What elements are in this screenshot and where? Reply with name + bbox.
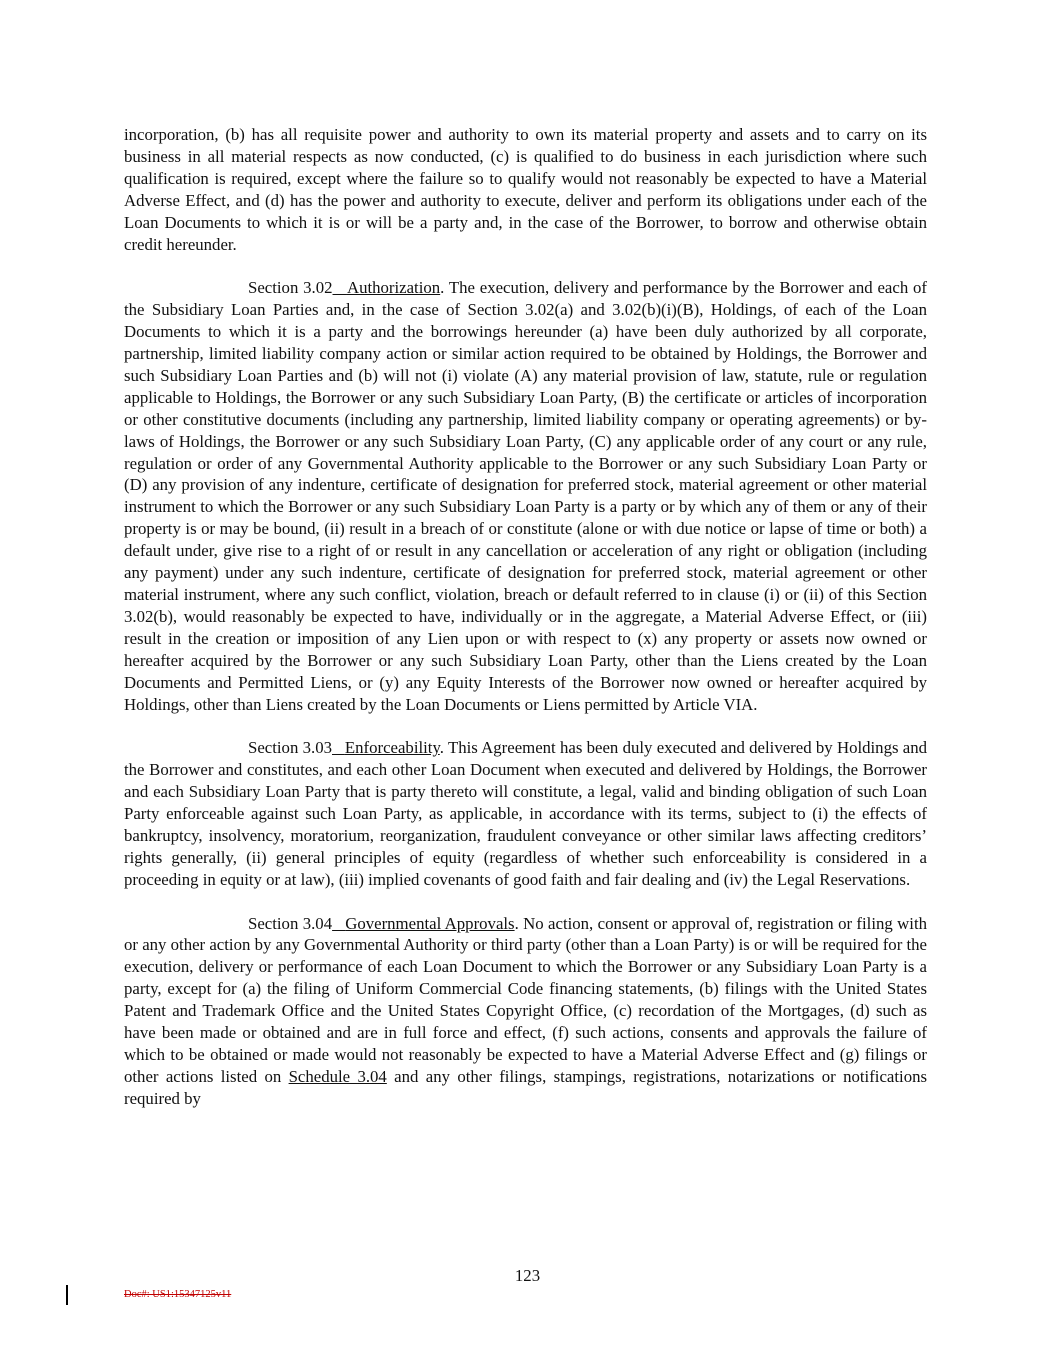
section-text: . No action, consent or approval of, registration or filing with or any other action by any Governmental Authority or third party (other than a Loan Party) is or will be required for the execution, delivery or performance of each Loan Document to which the Borrower or any Subsidiary Loan Party is a party, except for (a) the filing of Uniform Commercial Code financing statements, (b) filings with the United States Patent and Trademark Office and the United States Copyright Office, (c) recordation of the Mortgages, (d) such as have been made or obtained and are in full force and effect, (f) such actions, consents and approvals the failure of which to be obtained or made would not reasonably be expected to have a Material Adverse Effect and (g) filings or other actions listed on bbox=[124, 913, 927, 1086]
schedule-reference: Schedule 3.04 bbox=[288, 1066, 387, 1086]
section-heading: Authorization bbox=[346, 278, 441, 298]
revision-change-bar bbox=[66, 1285, 68, 1305]
section-3-04-paragraph bbox=[124, 913, 927, 1110]
section-spacer bbox=[332, 914, 345, 933]
section-heading: Enforceability bbox=[344, 738, 440, 758]
section-number: Section 3.04 bbox=[248, 913, 333, 933]
section-text-continued: and any other filings, stampings, registrations, notarizations or notifications required by bbox=[124, 1066, 928, 1108]
section-3-02-paragraph bbox=[124, 277, 927, 715]
document-body bbox=[124, 124, 927, 1132]
section-3-03-paragraph bbox=[124, 737, 927, 890]
section-number: Section 3.03 bbox=[248, 738, 332, 758]
intro-paragraph: incorporation, (b) has all requisite power and authority to own its material property and assets and to carry on its business in all material respects as now conducted, (c) is qualified to do business in each jurisdiction where such qualification is required, except where the failure so to qualify would not reasonably be expected to have a Material Adverse Effect, and (d) has the power and authority to execute, deliver and perform its obligations under each of the Loan Documents to which it is or will be a party and, in the case of the Borrower, to borrow and otherwise obtain credit hereunder. bbox=[124, 125, 927, 254]
page-number: 123 bbox=[514, 1266, 541, 1285]
section-number: Section 3.02 bbox=[248, 278, 333, 298]
document-id: Doc#: US1:15347125v11 bbox=[124, 1289, 232, 1300]
section-spacer bbox=[332, 738, 345, 757]
section-heading: Governmental Approvals bbox=[345, 913, 515, 933]
section-text: . The execution, delivery and performance by the Borrower and each of the Subsidiary Loan Parties and, in the case of Section 3.02(a) and 3.02(b)(i)(B), Holdings, of each of the Loan Documents to which it is a party and the borrowings hereunder (a) have been duly authorized by all corporate, partnership, limited liability company action or similar action required to be obtained by Holdings, the Borrower and such Subsidiary Loan Parties and (b) will not (i) violate (A) any material provision of law, statute, rule or regulation applicable to Holdings, the Borrower or any such Subsidiary Loan Party, (B) the certificate or articles of incorporation or other constitutive documents (including any partnership, limited liability company or operating agreements) or by-laws of Holdings, the Borrower or any such Subsidiary Loan Party, (C) any applicable order of any court or any rule, regulation or order of any Governmental Authority applicable to the Borrower or any such Subsidiary Loan Party or (D) any provision of any indenture, certificate of designation for preferred stock, material agreement or other material instrument to which the Borrower or any such Subsidiary Loan Party is a party or by which any of them or any of their property is or may be bound, (ii) result in a breach of or constitute (alone or with due notice or lapse of time or both) a default under, give rise to a right of or result in any cancellation or acceleration of any right or obligation (including any payment) under any such indenture, certificate of designation for preferred stock, material agreement or other material instrument, where any such conflict, violation, breach or default referred to in clause (i) or (ii) of this Section 3.02(b), would reasonably be expected to have, individually or in the aggregate, a Material Adverse Effect, or (iii) result in the creation or imposition of any Lien upon or with respect to (x) any property or assets now owned or hereafter acquired by the Borrower or any such Subsidiary Loan Party, other than the Liens created by the Loan Documents and Permitted Liens, or (y) any Equity Interests of the Borrower now owned or hereafter acquired by Holdings, other than Liens created by the Loan Documents or Liens permitted by Article VIA. bbox=[124, 278, 927, 714]
section-spacer bbox=[333, 278, 347, 297]
section-text: . This Agreement has been duly executed and delivered by Holdings and the Borrower and constitutes, and each other Loan Document when executed and delivered by Holdings, the Borrower and each Subsidiary Loan Party that is party thereto will constitute, a legal, valid and binding obligation of such Loan Party enforceable against such Loan Party, as applicable, in accordance with its terms, subject to (i) the effects of bankruptcy, insolvency, moratorium, reorganization, fraudulent conveyance or other similar laws affecting creditors’ rights generally, (ii) general principles of equity (regardless of whether such enforceability is considered in a proceeding in equity or at law), (iii) implied covenants of good faith and fair dealing and (iv) the Legal Reservations. bbox=[124, 738, 928, 889]
